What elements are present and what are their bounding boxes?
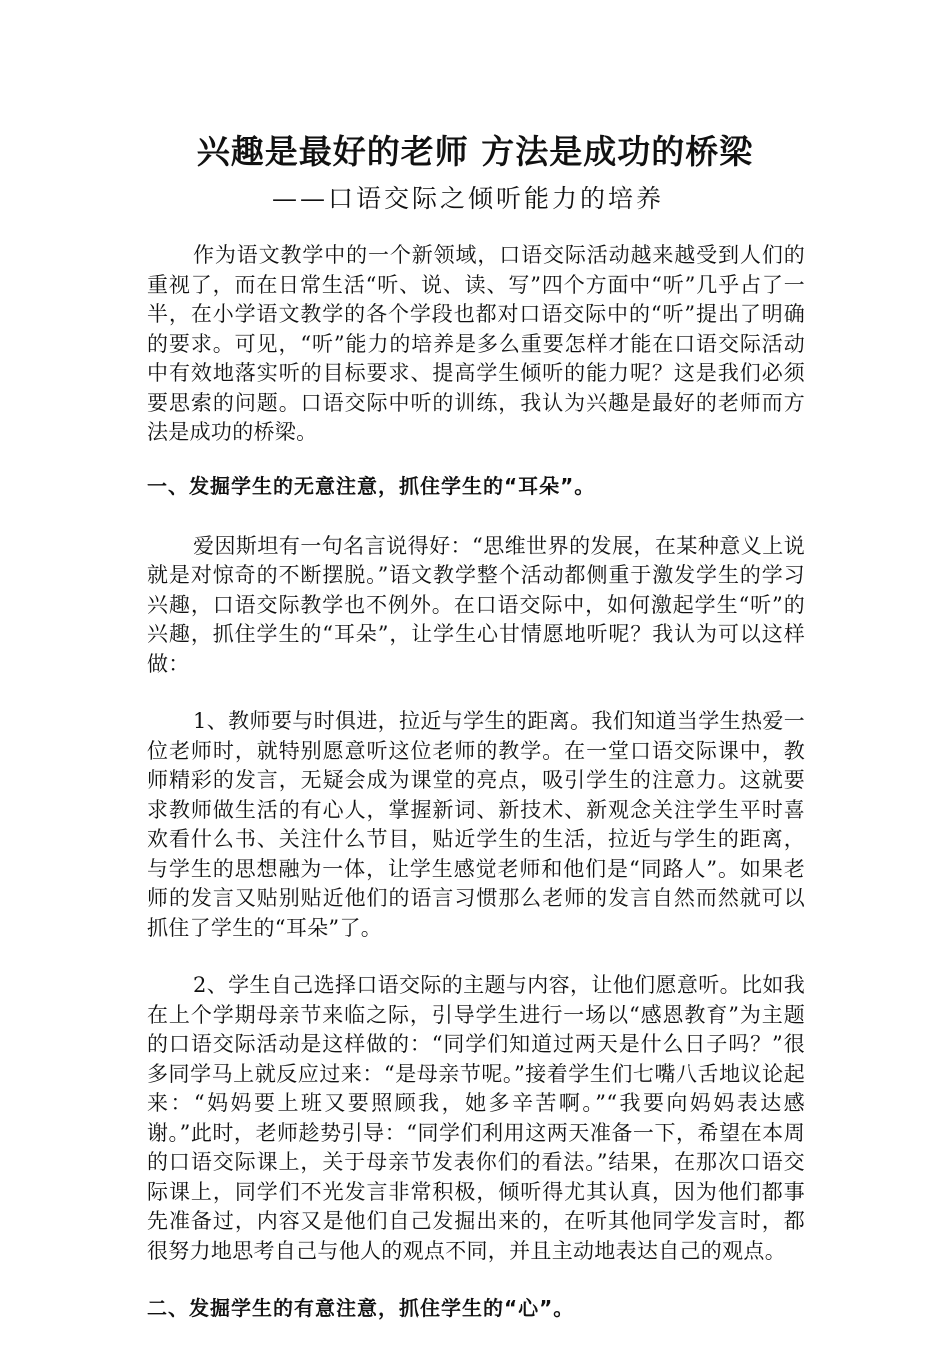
- section-1-paragraph-3: 2、学生自己选择口语交际的主题与内容，让他们愿意听。比如我在上个学期母亲节来临之际，引导学生进行一场以“感恩教育”为主题的口语交际活动是这样做的：“同学们知道过两天是什么日子吗？”很多同学马上就反应过来：“是母亲节呢。”接着学生们七嘴八舌地议论起来：“妈妈要上班又要照顾我，她多辛苦啊。”“我要向妈妈表达感谢。”此时，老师趁势引导：“同学们利用这两天准备一下，希望在本周的口语交际课上，关于母亲节发表你们的看法。”结果，在那次口语交际课上，同学们不光发言非常积极，倾听得尤其认真，因为他们都事先准备过，内容又是他们自己发掘出来的，在听其他同学发言时，都很努力地思考自己与他人的观点不同，并且主动地表达自己的观点。: [147, 973, 805, 1263]
- intro-paragraph: 作为语文教学中的一个新领域，口语交际活动越来越受到人们的重视了，而在日常生活“听、说、读、写”四个方面中“听”几乎占了一半，在小学语文教学的各个学段也都对口语交际中的“听”提出了明确的要求。可见，“听”能力的培养是多么重要怎样才能在口语交际活动中有效地落实听的目标要求、提高学生倾听的能力呢？这是我们必须要思索的问题。口语交际中听的训练，我认为兴趣是最好的老师而方法是成功的桥梁。: [147, 243, 805, 444]
- section-1-paragraph-2: 1、教师要与时俱进，拉近与学生的距离。我们知道当学生热爱一位老师时，就特别愿意听这位老师的教学。在一堂口语交际课中，教师精彩的发言，无疑会成为课堂的亮点，吸引学生的注意力。这就要求教师做生活的有心人，掌握新词、新技术、新观念关注学生平时喜欢看什么书、关注什么节目，贴近学生的生活，拉近与学生的距离，与学生的思想融为一体，让学生感觉老师和他们是“同路人”。如果老师的发言又贴别贴近他们的语言习惯那么老师的发言自然而然就可以抓住了学生的“耳朵”了。: [147, 709, 805, 940]
- document-body: [147, 241, 805, 1354]
- section-heading-1: 一、发掘学生的无意注意，抓住学生的“耳朵”。: [147, 473, 596, 498]
- document-title: 兴趣是最好的老师 方法是成功的桥梁: [196, 132, 754, 171]
- document-subtitle: ——口语交际之倾听能力的培养: [272, 184, 665, 213]
- section-heading-2: 二、发掘学生的有意注意，抓住学生的“心”。: [147, 1296, 575, 1320]
- section-1-paragraph-1: 爱因斯坦有一句名言说得好：“思维世界的发展，在某种意义上说就是对惊奇的不断摆脱。”语文教学整个活动都侧重于激发学生的学习兴趣，口语交际教学也不例外。在口语交际中，如何激起学生“听”的兴趣，抓住学生的“耳朵”，让学生心甘情愿地听呢？我认为可以这样做：: [147, 533, 805, 676]
